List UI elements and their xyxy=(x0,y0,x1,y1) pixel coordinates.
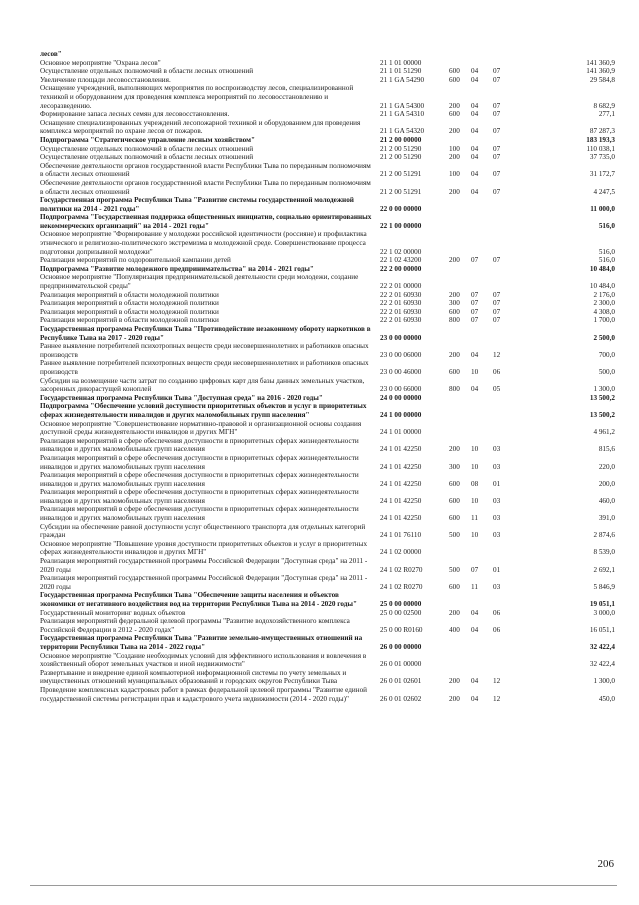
row-code: 24 1 02 R0270 xyxy=(380,565,423,574)
row-subsection: 01 xyxy=(493,565,501,574)
row-name: Реализация мероприятий в области молодежной политики xyxy=(40,290,219,299)
row-expense-type: 100 xyxy=(449,144,460,153)
row-expense-type: 800 xyxy=(449,385,460,394)
row-name: Субсидии на возмещение части затрат по созданию цифровых карт для базы данных земельных участков, засоренных дикорастущей коноплей xyxy=(40,376,365,394)
row-subsection: 07 xyxy=(493,307,501,316)
row-code: 21 2 00 00000 xyxy=(380,135,422,144)
row-subsection: 03 xyxy=(493,582,501,591)
row-expense-type: 200 xyxy=(449,127,460,136)
row-name: Основное мероприятие "Повышение уровня доступности приоритетных объектов и услуг в приоритетных сферах жизнедеятельности инвалидов и других МГН" xyxy=(40,539,368,557)
row-subsection: 01 xyxy=(493,479,501,488)
row-section: 04 xyxy=(471,75,479,84)
row-code: 21 1 GA 54310 xyxy=(380,110,425,119)
row-name: лесов" xyxy=(40,50,62,58)
row-subsection: 07 xyxy=(493,299,501,308)
row-section: 04 xyxy=(471,625,479,634)
row-code: 21 2 00 51290 xyxy=(380,144,422,153)
page-number: 206 xyxy=(597,858,614,870)
row-expense-type: 600 xyxy=(449,582,460,591)
row-sum: 1 300,0 xyxy=(593,677,615,686)
row-code: 22 2 01 60930 xyxy=(380,299,422,308)
row-sum: 8 539,0 xyxy=(593,548,615,557)
table-row xyxy=(40,669,615,686)
row-name: Реализация мероприятий в сфере обеспечения доступности в приоритетных сферах жизнедеятельности инвалидов и других маломобильных групп населения xyxy=(40,436,359,454)
table-row xyxy=(40,230,615,256)
table-row xyxy=(40,299,615,308)
row-name: Государственная программа Республики Тыва "Обеспечение защиты населения и объектов экономики от негативного воздействия вод на территории Республики Тыва на 2014 - 2020 годы" xyxy=(40,591,357,608)
row-expense-type: 600 xyxy=(449,479,460,488)
row-name: Реализация мероприятий в области молодежной политики xyxy=(40,316,219,325)
row-sum: 200,0 xyxy=(598,479,615,488)
row-code: 24 1 01 76110 xyxy=(380,531,422,540)
row-sum: 391,0 xyxy=(598,514,615,523)
row-expense-type: 200 xyxy=(449,256,460,265)
row-name: Реализация мероприятий по оздоровительной кампании детей xyxy=(40,256,231,265)
row-expense-type: 600 xyxy=(449,367,460,376)
row-sum: 2 874,6 xyxy=(593,531,615,540)
row-section: 04 xyxy=(471,153,479,162)
row-name: Подпрограмма "Обеспечение условий доступности приоритетных объектов и услуг в приоритетных сферах жизнедеятельности инвалидов и других маломобильных групп населения" xyxy=(40,402,367,419)
row-expense-type: 200 xyxy=(449,677,460,686)
row-code: 23 0 00 06000 xyxy=(380,350,422,359)
row-code: 24 1 01 42250 xyxy=(380,514,422,523)
row-subsection: 07 xyxy=(493,316,501,325)
row-sum: 460,0 xyxy=(598,496,615,505)
row-subsection: 03 xyxy=(493,462,501,471)
row-sum: 516,0 xyxy=(598,256,615,265)
row-expense-type: 600 xyxy=(449,67,460,76)
row-name: Субсидии на обеспечение равной доступности услуг общественного транспорта для отдельных категорий граждан xyxy=(40,522,366,540)
table-row xyxy=(40,308,615,317)
row-sum: 87 287,3 xyxy=(589,127,615,136)
row-name: Реализация мероприятий в сфере обеспечения доступности в приоритетных сферах жизнедеятельности инвалидов и других маломобильных групп населения xyxy=(40,488,359,505)
row-expense-type: 200 xyxy=(449,694,460,703)
table-row xyxy=(40,110,615,119)
row-code: 24 1 02 R0270 xyxy=(380,582,423,591)
row-code: 21 2 00 51291 xyxy=(380,170,422,179)
row-section: 07 xyxy=(471,565,479,574)
row-name: Осуществление отдельных полномочий в области лесных отношений xyxy=(40,144,254,153)
row-sum: 500,0 xyxy=(598,367,615,376)
row-name: Подпрограмма "Развитие молодежного предпринимательства" на 2014 - 2021 годы" xyxy=(40,264,314,273)
row-section: 10 xyxy=(471,531,479,540)
row-name: Осуществление отдельных полномочий в области лесных отношений xyxy=(40,67,254,76)
row-subsection: 03 xyxy=(493,514,501,523)
row-name: Реализация мероприятий в сфере обеспечения доступности в приоритетных сферах жизнедеятельности инвалидов и других маломобильных групп населения xyxy=(40,471,359,488)
table-row xyxy=(40,652,615,669)
table-row xyxy=(40,574,615,591)
row-sum: 450,0 xyxy=(598,694,615,703)
row-sum: 1 300,0 xyxy=(593,385,615,394)
row-section: 10 xyxy=(471,445,479,454)
row-name: Реализация мероприятий в сфере обеспечения доступности в приоритетных сферах жизнедеятельности инвалидов и других маломобильных групп населения xyxy=(40,505,359,523)
row-name: Проведение комплексных кадастровых работ в рамках федеральной целевой программы "Развитие единой государственной системы регистрации прав и кадастрового учета недвижимости (2014 - 2020 годы)" xyxy=(40,685,368,703)
table-row xyxy=(40,420,615,437)
table-row xyxy=(40,162,615,179)
row-section: 10 xyxy=(471,496,479,505)
table-row xyxy=(40,119,615,136)
row-expense-type: 200 xyxy=(449,350,460,359)
row-section: 04 xyxy=(471,385,479,394)
row-subsection: 07 xyxy=(493,256,501,265)
row-code: 22 2 01 60930 xyxy=(380,307,422,316)
row-code: 26 0 00 00000 xyxy=(380,642,422,651)
table-row xyxy=(40,617,615,634)
row-code: 24 1 01 00000 xyxy=(380,428,422,437)
row-code: 21 2 00 51290 xyxy=(380,153,422,162)
row-code: 22 2 01 60930 xyxy=(380,290,422,299)
row-sum: 32 422,4 xyxy=(589,642,615,651)
table-row xyxy=(40,557,615,574)
row-code: 21 1 GA 54300 xyxy=(380,101,425,110)
row-sum: 4 247,5 xyxy=(593,187,615,196)
table-row xyxy=(40,50,615,59)
row-expense-type: 500 xyxy=(449,565,460,574)
row-name: Реализация мероприятий государственной программы Российской Федерации "Доступная среда" на 2011 - 2020 годы xyxy=(40,557,368,574)
table-row xyxy=(40,316,615,325)
table-row xyxy=(40,213,615,230)
row-sum: 4 308,0 xyxy=(593,307,615,316)
row-name: Основное мероприятие "Охрана лесов" xyxy=(40,58,161,67)
row-sum: 13 500,2 xyxy=(589,393,615,402)
row-section: 07 xyxy=(471,256,479,265)
row-section: 07 xyxy=(471,299,479,308)
row-subsection: 07 xyxy=(493,144,501,153)
row-subsection: 12 xyxy=(493,677,501,686)
row-name: Обеспечение деятельности органов государственной власти Республики Тыва по переданным полномочиям в области лесных отношений xyxy=(40,178,371,196)
row-section: 04 xyxy=(471,144,479,153)
row-section: 04 xyxy=(471,350,479,359)
row-subsection: 03 xyxy=(493,531,501,540)
row-sum: 3 000,0 xyxy=(593,608,615,617)
row-subsection: 07 xyxy=(493,170,501,179)
row-code: 23 0 00 66000 xyxy=(380,385,422,394)
row-section: 04 xyxy=(471,67,479,76)
row-code: 22 1 02 00000 xyxy=(380,247,422,256)
row-sum: 4 961,2 xyxy=(593,428,615,437)
row-sum: 31 172,7 xyxy=(589,170,615,179)
row-name: Основное мероприятие "Формирование у молодежи российской идентичности (россияне) и профилактика этнического и религиозно-политического экстремизма в молодежной среде. Совершенствование процесса подготовки допризывной молодежи" xyxy=(40,230,367,256)
row-code: 21 1 GA 54290 xyxy=(380,75,425,84)
row-name: Реализация мероприятий федеральной целевой программы "Развитие водохозяйственного комплекса Российской Федерации в 2012 - 2020 годах" xyxy=(40,617,350,634)
table-row xyxy=(40,634,615,651)
row-sum: 110 038,1 xyxy=(586,144,615,153)
row-code: 26 0 01 02601 xyxy=(380,677,422,686)
row-subsection: 07 xyxy=(493,75,501,84)
row-code: 24 1 01 42250 xyxy=(380,462,422,471)
row-code: 26 0 01 02602 xyxy=(380,694,422,703)
row-subsection: 07 xyxy=(493,67,501,76)
row-section: 08 xyxy=(471,479,479,488)
row-expense-type: 200 xyxy=(449,187,460,196)
row-section: 10 xyxy=(471,367,479,376)
row-section: 04 xyxy=(471,677,479,686)
row-section: 04 xyxy=(471,101,479,110)
row-subsection: 06 xyxy=(493,367,501,376)
table-row xyxy=(40,540,615,557)
row-expense-type: 600 xyxy=(449,307,460,316)
row-code: 22 1 00 00000 xyxy=(380,221,422,230)
row-sum: 516,0 xyxy=(598,221,615,230)
row-sum: 11 000,0 xyxy=(590,204,615,213)
row-code: 25 0 00 02500 xyxy=(380,608,422,617)
table-row xyxy=(40,153,615,162)
row-sum: 37 735,0 xyxy=(589,153,615,162)
row-expense-type: 100 xyxy=(449,170,460,179)
row-sum: 2 692,1 xyxy=(593,565,615,574)
row-sum: 13 500,2 xyxy=(589,410,615,419)
table-row xyxy=(40,179,615,196)
row-expense-type: 200 xyxy=(449,445,460,454)
row-name: Государственная программа Республики Тыва "Противодействие незаконному обороту наркотиков в Республике Тыва на 2017 - 2020 годы" xyxy=(40,325,371,342)
row-subsection: 07 xyxy=(493,290,501,299)
row-expense-type: 600 xyxy=(449,75,460,84)
row-expense-type: 300 xyxy=(449,462,460,471)
row-sum: 10 484,0 xyxy=(589,264,615,273)
row-code: 25 0 00 00000 xyxy=(380,600,422,608)
table-row xyxy=(40,325,615,342)
row-code: 21 1 GA 54320 xyxy=(380,127,425,136)
row-code: 22 2 01 60930 xyxy=(380,316,422,325)
table-row xyxy=(40,437,615,454)
row-subsection: 07 xyxy=(493,127,501,136)
row-sum: 8 682,9 xyxy=(593,101,615,110)
row-sum: 29 584,8 xyxy=(589,75,615,84)
row-code: 24 1 01 42250 xyxy=(380,496,422,505)
row-code: 22 2 01 00000 xyxy=(380,282,422,291)
row-code: 25 0 00 R0160 xyxy=(380,625,423,634)
row-expense-type: 600 xyxy=(449,514,460,523)
row-code: 24 1 00 00000 xyxy=(380,410,422,419)
row-code: 24 0 00 00000 xyxy=(380,393,422,402)
row-section: 04 xyxy=(471,110,479,119)
row-section: 04 xyxy=(471,694,479,703)
table-row xyxy=(40,84,615,110)
row-code: 21 1 01 00000 xyxy=(380,58,422,67)
table-row xyxy=(40,377,615,394)
row-section: 04 xyxy=(471,170,479,179)
row-name: Государственная программа Республики Тыва "Доступная среда" на 2016 - 2020 годы" xyxy=(40,393,323,402)
row-name: Развертывание и внедрение единой компьютерной информационной системы по учету земельных и имущественных отношений муниципальных образований и городских округов Республики Тыва xyxy=(40,668,347,686)
table-row xyxy=(40,145,615,154)
row-name: Реализация мероприятий государственной программы Российской Федерации "Доступная среда" на 2011 - 2020 годы xyxy=(40,574,368,591)
table-row xyxy=(40,523,615,540)
row-expense-type: 200 xyxy=(449,608,460,617)
row-section: 04 xyxy=(471,127,479,136)
table-row xyxy=(40,256,615,265)
row-sum: 516,0 xyxy=(598,247,615,256)
row-name: Государственная программа Республики Тыва "Развитие земельно-имущественных отношений на территории Республики Тыва на 2014 - 2022 годы" xyxy=(40,634,363,651)
row-sum: 141 360,9 xyxy=(586,67,615,76)
row-subsection: 03 xyxy=(493,445,501,454)
table-row xyxy=(40,686,615,703)
row-sum: 2 300,0 xyxy=(593,299,615,308)
row-name: Подпрограмма "Государственная поддержка общественных инициатив, социально ориентированных некоммерческих организаций" на 2014 - 2021 годы" xyxy=(40,213,372,230)
row-expense-type: 200 xyxy=(449,153,460,162)
row-section: 04 xyxy=(471,187,479,196)
row-code: 21 2 00 51291 xyxy=(380,187,422,196)
row-expense-type: 600 xyxy=(449,496,460,505)
table-row xyxy=(40,505,615,522)
budget-table xyxy=(40,50,615,703)
row-section: 10 xyxy=(471,462,479,471)
row-code: 22 2 00 00000 xyxy=(380,264,422,273)
row-section: 07 xyxy=(471,316,479,325)
row-name: Государственный мониторинг водных объектов xyxy=(40,608,186,617)
row-name: Осуществление отдельных полномочий в области лесных отношений xyxy=(40,153,254,162)
row-sum: 700,0 xyxy=(598,350,615,359)
row-section: 07 xyxy=(471,307,479,316)
table-row xyxy=(40,196,615,213)
row-name: Реализация мероприятий в области молодежной политики xyxy=(40,307,219,316)
row-section: 11 xyxy=(471,582,478,591)
row-name: Подпрограмма "Стратегическое управление лесным хозяйством" xyxy=(40,135,255,144)
row-name: Реализация мероприятий в области молодежной политики xyxy=(40,299,219,308)
row-subsection: 12 xyxy=(493,350,501,359)
row-code: 22 1 02 43200 xyxy=(380,256,422,265)
table-row xyxy=(40,273,615,290)
row-subsection: 06 xyxy=(493,608,501,617)
table-row xyxy=(40,609,615,618)
row-sum: 815,6 xyxy=(598,445,615,454)
row-subsection: 07 xyxy=(493,187,501,196)
row-expense-type: 500 xyxy=(449,531,460,540)
table-row xyxy=(40,265,615,274)
table-row xyxy=(40,454,615,471)
row-section: 04 xyxy=(471,608,479,617)
row-name: Реализация мероприятий в сфере обеспечения доступности в приоритетных сферах жизнедеятельности инвалидов и других маломобильных групп населения xyxy=(40,453,359,471)
table-row xyxy=(40,76,615,85)
row-code: 23 0 00 46000 xyxy=(380,367,422,376)
row-sum: 277,1 xyxy=(598,110,615,119)
row-name: Основное мероприятие "Создание необходимых условий для эффективного использования и вовлечения в хозяйственный оборот земельных участков и иной недвижимости" xyxy=(40,651,367,669)
row-expense-type: 200 xyxy=(449,290,460,299)
row-name: Формирование запаса лесных семян для лесовосстановления. xyxy=(40,110,230,119)
table-row xyxy=(40,471,615,488)
row-subsection: 07 xyxy=(493,110,501,119)
row-code: 24 1 01 42250 xyxy=(380,445,422,454)
row-code: 24 1 01 42250 xyxy=(380,479,422,488)
row-code: 22 0 00 00000 xyxy=(380,204,422,213)
row-code: 23 0 00 00000 xyxy=(380,333,422,342)
row-sum: 141 360,9 xyxy=(586,58,615,67)
row-expense-type: 300 xyxy=(449,299,460,308)
table-row xyxy=(40,591,615,608)
row-name: Увеличение площади лесовосстановления. xyxy=(40,75,171,84)
table-row xyxy=(40,67,615,76)
row-name: Оснащение учреждений, выполняющих мероприятия по воспроизводству лесов, специализированной техникой и оборудованием для проведения комплекса мероприятий по лесовосстановлению и лесоразведению. xyxy=(40,84,354,110)
table-row xyxy=(40,402,615,419)
row-code: 21 1 01 51290 xyxy=(380,67,422,76)
row-expense-type: 400 xyxy=(449,625,460,634)
row-subsection: 12 xyxy=(493,694,501,703)
row-expense-type: 200 xyxy=(449,101,460,110)
row-sum: 10 484,0 xyxy=(589,282,615,291)
bottom-rule xyxy=(30,885,617,886)
row-sum: 2 176,0 xyxy=(593,290,615,299)
table-row xyxy=(40,488,615,505)
table-row xyxy=(40,342,615,359)
row-sum: 1 700,0 xyxy=(593,316,615,325)
row-subsection: 07 xyxy=(493,153,501,162)
row-sum: 32 422,4 xyxy=(589,660,615,669)
row-sum: 183 193,3 xyxy=(586,135,615,144)
row-sum: 19 051,1 xyxy=(589,600,615,608)
row-subsection: 06 xyxy=(493,625,501,634)
row-section: 11 xyxy=(471,514,478,523)
table-row xyxy=(40,359,615,376)
table-row xyxy=(40,136,615,145)
row-sum: 16 051,1 xyxy=(589,625,615,634)
row-name: Оснащение специализированных учреждений лесопожарной техникой и оборудованием для проведения комплекса мероприятий по охране лесов от пожаров. xyxy=(40,118,361,136)
row-name: Раннее выявление потребителей психотропных веществ среди несовершеннолетних и работников опасных производств xyxy=(40,342,369,359)
row-name: Государственная программа Республики Тыва "Развитие системы государственной молодежной политики на 2014 - 2021 годы" xyxy=(40,196,354,213)
row-name: Раннее выявление потребителей психотропных веществ среди несовершеннолетних и работников опасных производств xyxy=(40,359,369,376)
row-name: Основное мероприятие "Популяризация предпринимательской деятельности среди молодежи, создание предпринимательской среды" xyxy=(40,273,359,291)
row-subsection: 03 xyxy=(493,496,501,505)
row-sum: 220,0 xyxy=(598,462,615,471)
row-subsection: 05 xyxy=(493,385,501,394)
row-sum: 2 500,0 xyxy=(593,333,615,342)
row-expense-type: 800 xyxy=(449,316,460,325)
row-code: 24 1 02 00000 xyxy=(380,548,422,557)
table-row xyxy=(40,291,615,300)
row-code: 26 0 01 00000 xyxy=(380,660,422,669)
row-expense-type: 600 xyxy=(449,110,460,119)
row-sum: 5 846,9 xyxy=(593,582,615,591)
row-subsection: 07 xyxy=(493,101,501,110)
table-row xyxy=(40,59,615,68)
row-name: Основное мероприятие "Совершенствование нормативно-правовой и организационной основы создания доступной среды жизнедеятельности инвалидов и других МГН" xyxy=(40,419,362,437)
table-row xyxy=(40,394,615,403)
row-section: 07 xyxy=(471,290,479,299)
row-name: Обеспечение деятельности органов государственной власти Республики Тыва по переданным полномочиям в области лесных отношений xyxy=(40,161,371,179)
